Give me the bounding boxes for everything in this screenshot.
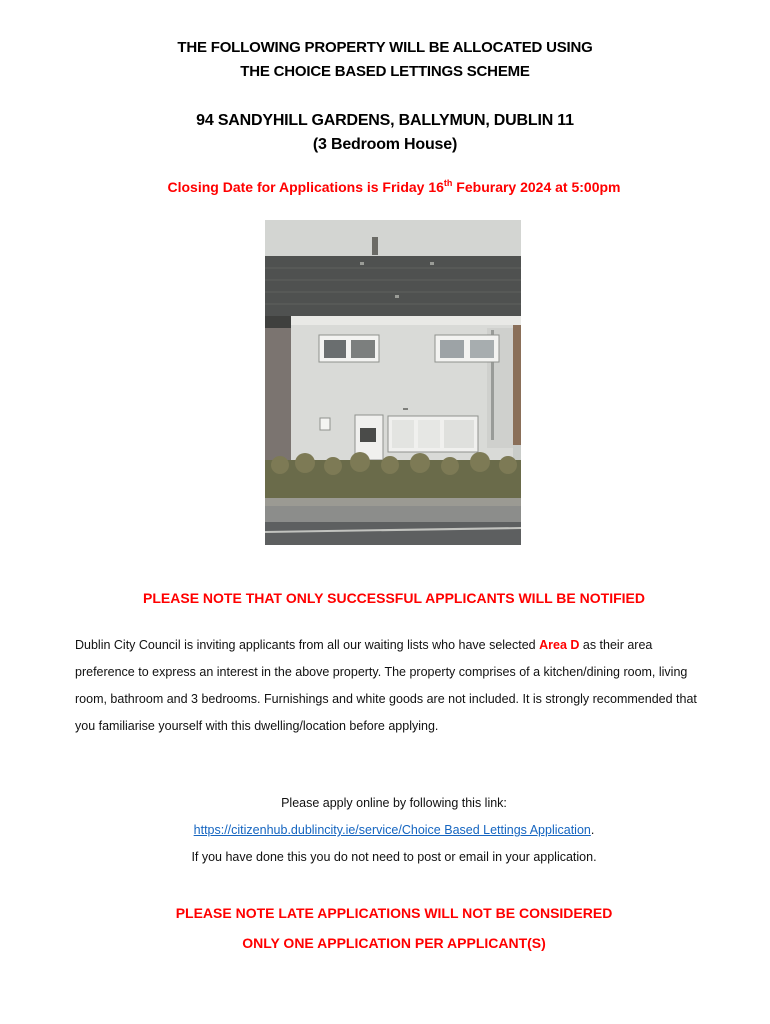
late-applications-notice: PLEASE NOTE LATE APPLICATIONS WILL NOT BE CONSIDERED — [175, 905, 613, 921]
area-label: Area D — [539, 638, 580, 652]
description-text-start: Dublin City Council is inviting applicants from all our waiting lists who have selected — [75, 638, 540, 652]
house-photo — [265, 220, 521, 545]
property-type: (3 Bedroom House) — [312, 136, 458, 153]
description-paragraph — [75, 632, 715, 740]
heading-line-1: THE FOLLOWING PROPERTY WILL BE ALLOCATED USING — [177, 39, 593, 56]
apply-note: If you have done this you do not need to post or email in your application. — [191, 850, 597, 864]
heading-line-2: THE CHOICE BASED LETTINGS SCHEME — [240, 63, 530, 80]
closing-date-prefix: Closing Date for Applications is Friday 16 — [167, 179, 444, 195]
link-suffix: . — [590, 823, 595, 837]
one-application-notice: ONLY ONE APPLICATION PER APPLICANT(S) — [242, 935, 546, 951]
apply-instruction: Please apply online by following this link: — [281, 796, 507, 810]
successful-applicants-notice: PLEASE NOTE THAT ONLY SUCCESSFUL APPLICANTS WILL BE NOTIFIED — [143, 590, 645, 606]
closing-date-rest: Feburary 2024 at 5:00pm — [452, 179, 621, 195]
application-link[interactable]: https://citizenhub.dublincity.ie/service/Choice Based Lettings Application — [193, 823, 591, 837]
property-address: 94 SANDYHILL GARDENS, BALLYMUN, DUBLIN 11 — [196, 112, 574, 129]
apply-link-line — [0, 823, 770, 837]
closing-date — [0, 178, 770, 195]
closing-date-ordinal: th — [443, 178, 453, 188]
description-text-end: as their area preference to express an interest in the above property. The property comprises of a kitchen/dining room, living room, bathroom and 3 bedrooms. Furnishings and white goods are not included. It is strongly recommended that you familiarise yourself with this dwelling/location before applying. — [75, 638, 697, 733]
